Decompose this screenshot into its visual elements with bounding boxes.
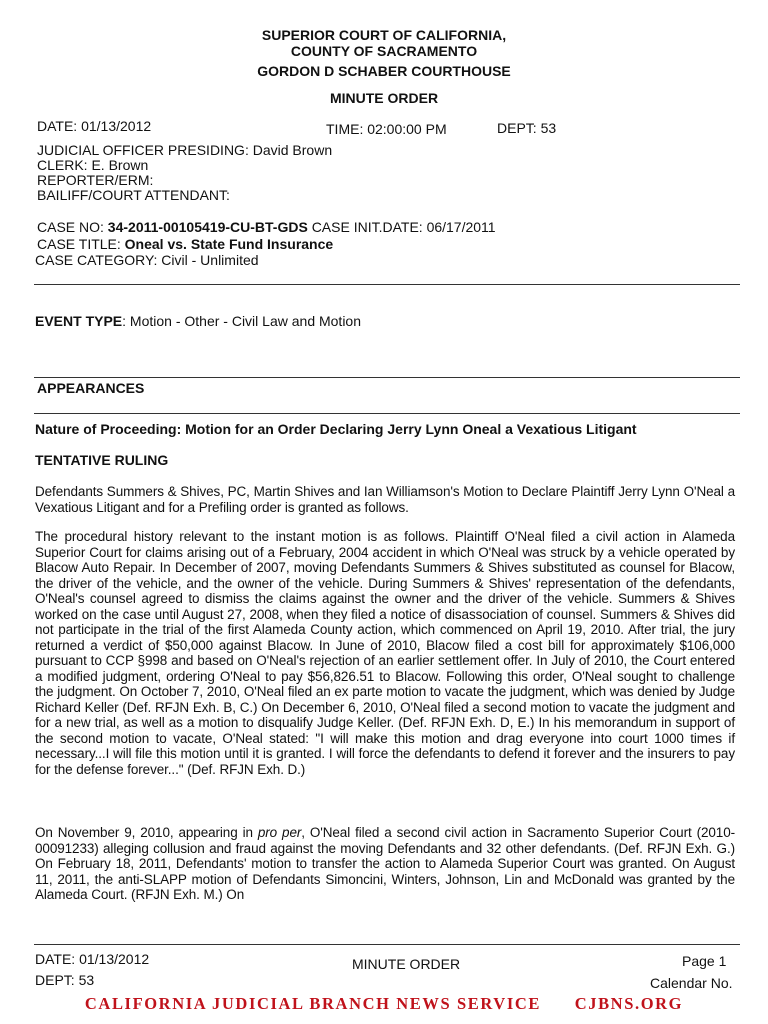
divider: [34, 944, 740, 945]
case-category-row: [35, 252, 259, 269]
case-init-date: 06/17/2011: [426, 219, 496, 235]
ruling-paragraph-1: Defendants Summers & Shives, PC, Martin Shives and Ian Williamson's Motion to Declare Plaintiff Jerry Lynn O'Neal a Vexatious Litigant and for a Prefiling order is granted as follows.: [35, 484, 735, 515]
judicial-officer-label: JUDICIAL OFFICER PRESIDING:: [37, 142, 249, 158]
judicial-officer-name: David Brown: [252, 142, 333, 158]
divider: [34, 413, 740, 414]
court-name: SUPERIOR COURT OF CALIFORNIA,: [261, 27, 507, 43]
order-date: DATE: 01/13/2012: [37, 118, 152, 134]
event-type-value: : Motion - Other - Civil Law and Motion: [122, 313, 362, 329]
courthouse-name: GORDON D SCHABER COURTHOUSE: [257, 63, 511, 79]
reporter-label: REPORTER/ERM:: [37, 172, 154, 188]
pro-per-italic: pro per: [257, 825, 302, 840]
clerk-label: CLERK:: [37, 157, 88, 173]
order-time: TIME: 02:00:00 PM: [326, 121, 447, 137]
divider: [34, 284, 740, 285]
document-title: MINUTE ORDER: [329, 90, 439, 106]
news-service-watermark: [0, 994, 768, 1014]
case-number-row: [37, 219, 496, 236]
nature-of-proceeding: Nature of Proceeding: Motion for an Order Declaring Jerry Lynn Oneal a Vexatious Litigant: [35, 421, 637, 437]
event-type-row: [35, 313, 361, 330]
divider: [34, 377, 740, 378]
footer-calendar-number: Calendar No.: [650, 975, 733, 991]
case-init-date-label: CASE INIT.DATE:: [311, 219, 423, 235]
ruling-paragraph-3: On November 9, 2010, appearing in pro per, O'Neal filed a second civil action in Sacramento Superior Court (2010-00091233) alleging collusion and fraud against the moving Defendants and 32 other defendants. (Def. RFJN Exh. G.) On February 18, 2011, Defendants' motion to transfer the action to Alameda Superior Court was granted. On August 11, 2011, the anti-SLAPP motion of Defendants Simoncini, Winters, Johnson, Lin and McDonald was granted by the Alameda Court. (RFJN Exh. M.) On: [35, 825, 735, 902]
case-category-label: CASE CATEGORY:: [35, 252, 158, 268]
event-type-label: EVENT TYPE: [35, 313, 123, 329]
case-number: 34-2011-00105419-CU-BT-GDS: [107, 219, 308, 235]
county-name: COUNTY OF SACRAMENTO: [290, 43, 478, 59]
order-dept: DEPT: 53: [497, 120, 557, 136]
ruling-paragraph-2: The procedural history relevant to the instant motion is as follows. Plaintiff O'Neal filed a civil action in Alameda Superior Court for claims arising out of a February, 2004 accident in which O'Neal was struck by a vehicle operated by Blacow Auto Repair. In December of 2007, moving Defendants Summers & Shives substituted as counsel for Blacow, the driver of the vehicle, and the owner of the vehicle. During Summers & Shives' representation of the defendants, O'Neal's counsel agreed to dismiss the claims against the owner and the driver of the vehicle. Summers & Shives worked on the case until August 27, 2008, when they filed a notice of disassociation of counsel. Summers & Shives did not participate in the trial of the first Alameda County action, which commenced on April 19, 2010. After trial, the jury returned a verdict of $50,000 against Blacow. In June of 2010, Blacow filed a cost bill for approximately $106,000 pursuant to CCP §998 and based on O'Neal's rejection of an earlier settlement offer. In July of 2010, the Court entered a modified judgment, ordering O'Neal to pay $56,826.51 to Blacow. Following this order, O'Neal sought to challenge the judgment. On October 7, 2010, O'Neal filed an ex parte motion to vacate the judgment, which was denied by Judge Richard Keller (Def. RFJN Exh. B, C.) On December 6, 2010, O'Neal filed a second motion to vacate the judgment and for a new trial, as well as a motion to disqualify Judge Keller. (Def. RFJN Exh. D, E.) In his memorandum in support of the second motion to vacate, O'Neal stated: "I will make this motion and drag everyone into court 1000 times if necessary...I will file this motion until it is granted. I will force the defendants to defend it forever and the insurers to pay for the defense forever..." (Def. RFJN Exh. D.): [35, 529, 735, 777]
bailiff-label: BAILIFF/COURT ATTENDANT:: [37, 187, 230, 203]
news-service-name: CALIFORNIA JUDICIAL BRANCH NEWS SERVICE: [84, 994, 541, 1013]
case-number-label: CASE NO:: [37, 219, 104, 235]
news-service-site[interactable]: CJBNS.ORG: [574, 994, 684, 1013]
case-category: Civil - Unlimited: [161, 252, 259, 268]
case-title-row: [37, 236, 333, 253]
footer-minute-order: MINUTE ORDER: [352, 956, 461, 972]
tentative-ruling-heading: TENTATIVE RULING: [35, 452, 169, 468]
case-title: Oneal vs. State Fund Insurance: [124, 236, 334, 252]
footer-date: DATE: 01/13/2012: [35, 951, 150, 967]
footer-dept: DEPT: 53: [35, 972, 95, 988]
appearances-heading: APPEARANCES: [37, 380, 145, 396]
footer-page-number: Page 1: [682, 953, 727, 969]
clerk-name: E. Brown: [91, 157, 149, 173]
case-title-label: CASE TITLE:: [37, 236, 121, 252]
